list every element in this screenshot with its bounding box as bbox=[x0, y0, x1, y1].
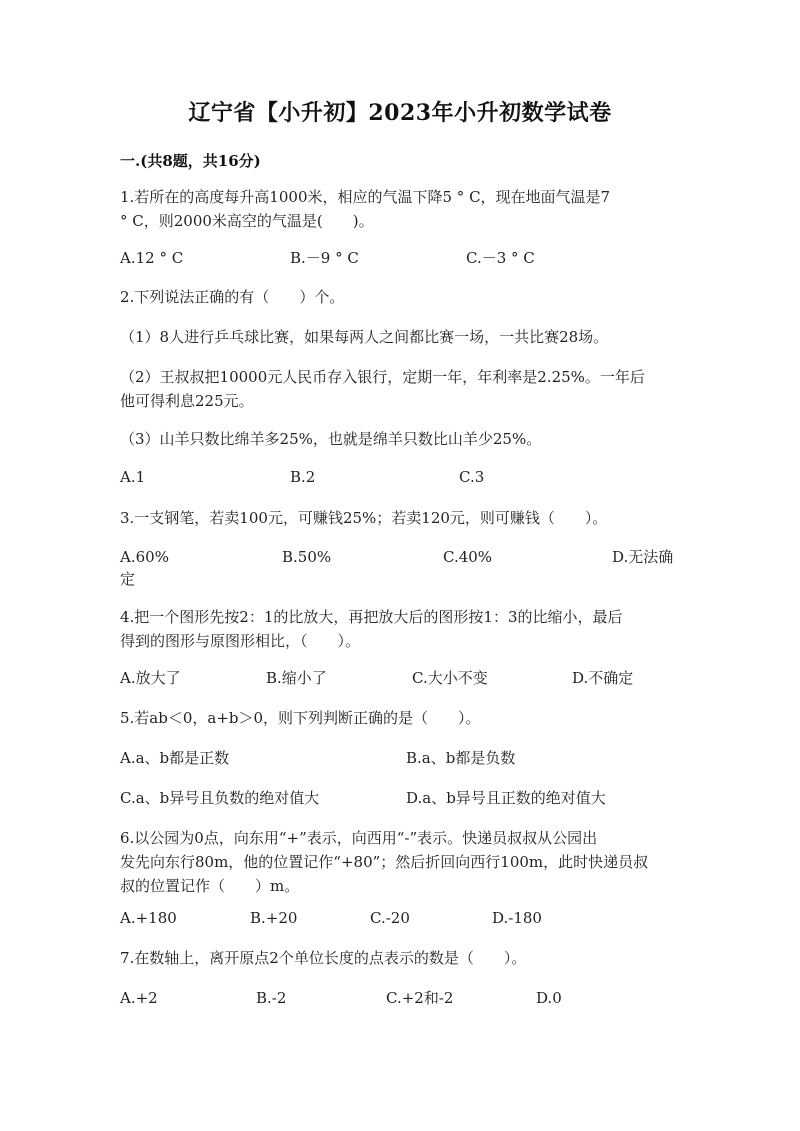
question-6-option-b: B.+20 bbox=[250, 909, 298, 927]
question-7-option-a: A.+2 bbox=[120, 989, 158, 1007]
question-6-option-c: C.-20 bbox=[370, 909, 410, 927]
question-3-option-c: C.40% bbox=[443, 548, 493, 566]
question-6-option-a: A.+180 bbox=[120, 909, 177, 927]
question-3-option-d: D.无法确 bbox=[612, 548, 674, 566]
question-5-option-a: A.a、b都是正数 bbox=[120, 749, 230, 767]
question-5-option-c: C.a、b异号且负数的绝对值大 bbox=[120, 789, 320, 807]
question-2-option-b: B.2 bbox=[290, 468, 316, 486]
question-2-statement-1: （1）8人进行乒乓球比赛，如果每两人之间都比赛一场，一共比赛28场。 bbox=[120, 328, 609, 346]
question-5-option-b: B.a、b都是负数 bbox=[406, 749, 516, 767]
question-6-line-3: 叔的位置记作（ ）m。 bbox=[120, 877, 300, 895]
page-title: 辽宁省【小升初】2023年小升初数学试卷 bbox=[188, 100, 612, 126]
question-1-line-2: ° C，则2000米高空的气温是( )。 bbox=[120, 212, 374, 230]
question-3-option-a: A.60% bbox=[120, 548, 169, 566]
question-7-stem: 7.在数轴上，离开原点2个单位长度的点表示的数是（ ）。 bbox=[120, 949, 527, 967]
question-2-statement-2-line-2: 他可得利息225元。 bbox=[120, 392, 254, 410]
question-4-option-c: C.大小不变 bbox=[412, 669, 488, 687]
question-4-option-b: B.缩小了 bbox=[266, 669, 327, 687]
question-2-statement-2-line-1: （2）王叔叔把10000元人民币存入银行，定期一年，年利率是2.25%。一年后 bbox=[120, 368, 645, 386]
question-2-option-c: C.3 bbox=[459, 468, 485, 486]
section-heading: 一.(共8题，共16分) bbox=[120, 152, 261, 170]
question-1-option-b: B.－9 ° C bbox=[290, 249, 359, 267]
question-7-option-d: D.0 bbox=[536, 989, 562, 1007]
question-4-line-2: 得到的图形与原图形相比，（ ）。 bbox=[120, 632, 361, 650]
question-1-option-c: C.－3 ° C bbox=[466, 249, 535, 267]
question-5-option-d: D.a、b异号且正数的绝对值大 bbox=[406, 789, 606, 807]
question-2-statement-3: （3）山羊只数比绵羊多25%，也就是绵羊只数比山羊少25%。 bbox=[120, 430, 542, 448]
question-5-stem: 5.若ab＜0，a+b＞0，则下列判断正确的是（ ）。 bbox=[120, 709, 481, 727]
question-4-option-d: D.不确定 bbox=[572, 669, 634, 687]
question-3-option-b: B.50% bbox=[282, 548, 332, 566]
question-4-line-1: 4.把一个图形先按2：1的比放大，再把放大后的图形按1：3的比缩小，最后 bbox=[120, 608, 623, 626]
question-6-line-1: 6.以公园为0点，向东用“+”表示，向西用“-”表示。快递员叔叔从公园出 bbox=[120, 829, 598, 847]
question-4-option-a: A.放大了 bbox=[120, 669, 181, 687]
question-6-line-2: 发先向东行80m，他的位置记作“+80”；然后折回向西行100m，此时快递员叔 bbox=[120, 853, 649, 871]
question-7-option-c: C.+2和-2 bbox=[386, 989, 454, 1007]
question-2-option-a: A.1 bbox=[120, 468, 146, 486]
question-1-line-1: 1.若所在的高度每升高1000米，相应的气温下降5 ° C，现在地面气温是7 bbox=[120, 188, 611, 206]
question-3-stem: 3.一支钢笔，若卖100元，可赚钱25%；若卖120元，则可赚钱（ ）。 bbox=[120, 509, 608, 527]
question-2-stem: 2.下列说法正确的有（ ）个。 bbox=[120, 288, 345, 306]
question-7-option-b: B.-2 bbox=[256, 989, 287, 1007]
question-6-option-d: D.-180 bbox=[492, 909, 542, 927]
question-1-option-a: A.12 ° C bbox=[120, 249, 184, 267]
question-3-option-d-wrap: 定 bbox=[120, 570, 136, 588]
